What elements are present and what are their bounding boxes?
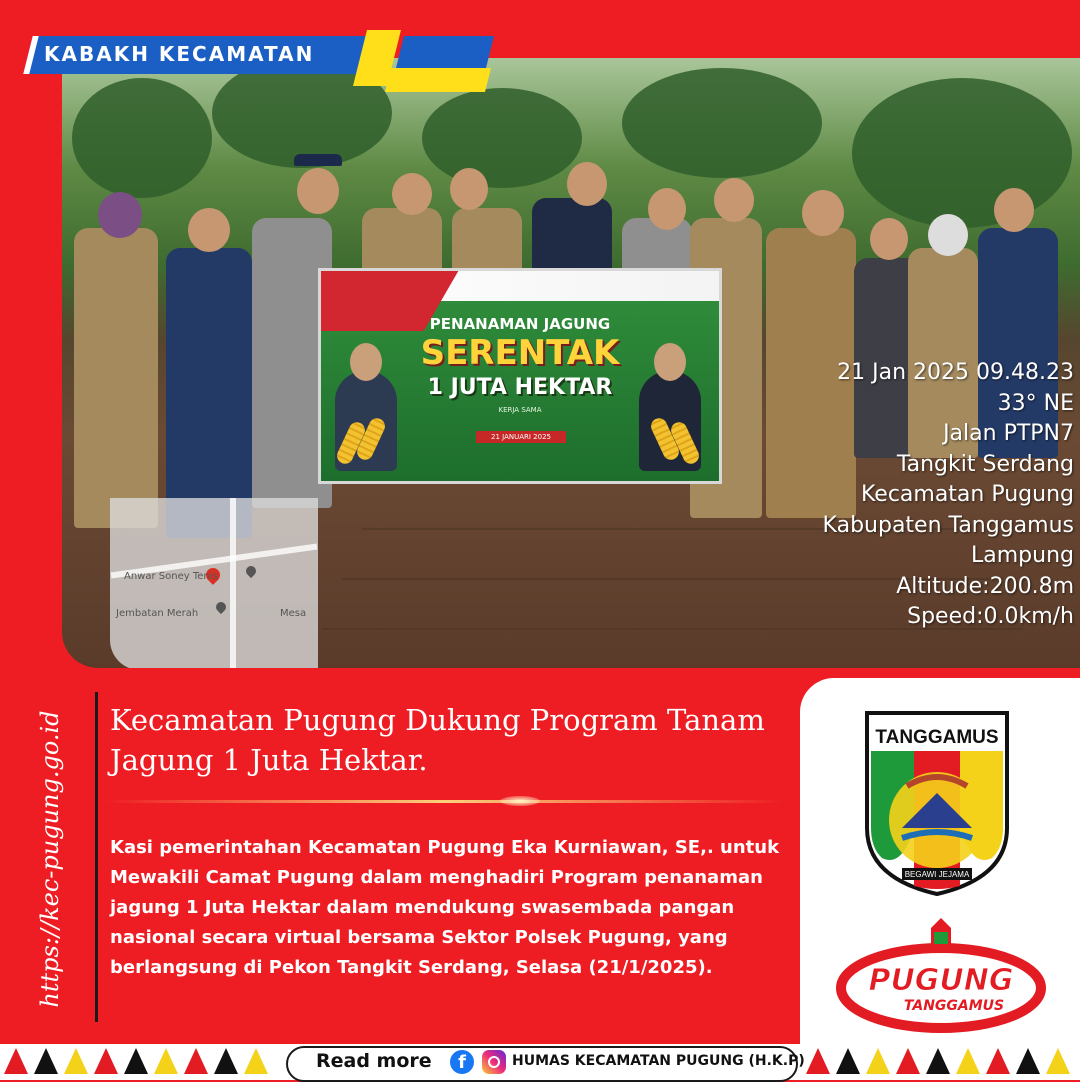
banner-title-3: 1 JUTA HEKTAR — [427, 375, 613, 400]
footer-ornament — [1046, 1048, 1070, 1074]
footer-ornament — [64, 1048, 88, 1074]
footer-ornament — [866, 1048, 890, 1074]
footer-ornament — [214, 1048, 238, 1074]
divider-vertical — [95, 692, 98, 1022]
person-head — [928, 214, 968, 256]
footer-ornament — [896, 1048, 920, 1074]
divider-glow — [104, 800, 784, 803]
geotag-street: Jalan PTPN7 — [943, 421, 1074, 446]
brand-main: PUGUNG — [868, 963, 1014, 998]
geotag-village: Tangkit Serdang — [896, 451, 1074, 477]
person-head — [870, 218, 908, 260]
person — [532, 198, 612, 278]
tag-accent-blue — [396, 36, 494, 68]
footer-ornament — [926, 1048, 950, 1074]
tree — [422, 88, 582, 188]
person-head — [188, 208, 230, 252]
person-head — [802, 190, 844, 236]
footer-ornament — [124, 1048, 148, 1074]
geotag-altitude: Altitude:200.8m — [896, 573, 1074, 599]
map-label: Anwar Soney Tenis — [124, 571, 218, 582]
person-head — [98, 192, 142, 238]
website-url-text: https://kec-pugung.go.id — [36, 710, 64, 1008]
article-headline: Kecamatan Pugung Dukung Program Tanam Jagung 1 Juta Hektar. — [110, 703, 765, 777]
person-head — [648, 188, 686, 230]
person-head — [450, 168, 488, 210]
brand-sub: TANGGAMUS — [903, 998, 1005, 1014]
person-head — [567, 162, 607, 206]
place-pin-icon — [244, 564, 258, 578]
footer-ornament — [4, 1048, 28, 1074]
person-head — [714, 178, 754, 222]
geotag-speed: Speed:0.0km/h — [907, 604, 1074, 629]
logo-panel — [800, 678, 1080, 1048]
divider-glow-center — [500, 796, 540, 806]
article-body: Kasi pemerintahan Kecamatan Pugung Eka Kurniawan, SE,. untuk Mewakili Camat Pugung dalam menghadiri Program penanaman jagung 1 Juta Hektar dalam mendukung swasembada pangan nasional secara virtual bersama Sektor Polsek Pugung, yang berlangsung di Pekon Tangkit Serdang, Selasa (21/1/2025). — [110, 837, 780, 978]
footer-ornament — [986, 1048, 1010, 1074]
footer-ornament — [154, 1048, 178, 1074]
person-cap — [294, 154, 342, 166]
geotag-district: Kecamatan Pugung — [860, 482, 1074, 507]
gps-map-thumbnail — [110, 498, 318, 668]
tree — [72, 78, 212, 198]
map-label: Jembatan Merah — [116, 608, 199, 619]
person-head — [297, 168, 339, 214]
category-tag — [28, 28, 468, 88]
banner-title-2: SERENTAK — [420, 333, 620, 373]
footer-ornament — [806, 1048, 830, 1074]
tree — [622, 68, 822, 178]
website-url[interactable] — [10, 700, 90, 1020]
event-photo — [62, 58, 1080, 668]
person — [74, 228, 158, 528]
banner-date: 21 JANUARI 2025 — [476, 431, 566, 443]
person — [166, 248, 252, 538]
footer-ornament — [1016, 1048, 1040, 1074]
footer-ornament — [956, 1048, 980, 1074]
geotag-regency: Kabupaten Tanggamus — [822, 512, 1074, 538]
emblem-title: TANGGAMUS — [875, 727, 999, 748]
person-head — [994, 188, 1034, 232]
tanggamus-emblem-icon — [862, 708, 1012, 898]
footer-ornament — [244, 1048, 268, 1074]
footer-ornament — [184, 1048, 208, 1074]
event-banner — [318, 268, 722, 484]
geotag-heading: 33° NE — [997, 390, 1074, 416]
map-label: Mesa — [280, 608, 307, 619]
geotag-overlay — [823, 358, 1074, 633]
map-road — [230, 498, 236, 668]
tag-accent-yellow — [385, 68, 491, 92]
footer-ornament — [94, 1048, 118, 1074]
person-head — [392, 173, 432, 215]
social-account-label[interactable]: HUMAS KECAMATAN PUGUNG (H.K.P) — [512, 1053, 805, 1069]
emblem-motto: BEGAWI JEJAMA — [904, 870, 970, 879]
footer-ornament — [34, 1048, 58, 1074]
geotag-province: Lampung — [971, 543, 1074, 568]
banner-title-1: PENANAMAN JAGUNG — [429, 315, 611, 333]
banner-subtitle: KERJA SAMA — [498, 406, 542, 414]
geotag-timestamp: 21 Jan 2025 09.48.23 — [837, 360, 1074, 385]
read-more-button[interactable]: Read more — [316, 1050, 432, 1072]
tree — [852, 78, 1072, 228]
place-pin-icon — [214, 600, 228, 614]
category-tag-label: KABAKH KECAMATAN — [44, 42, 315, 66]
instagram-icon[interactable] — [482, 1050, 506, 1074]
facebook-icon[interactable]: f — [450, 1050, 474, 1074]
footer-ornament — [836, 1048, 860, 1074]
pugung-brand-logo-icon — [836, 918, 1046, 1038]
